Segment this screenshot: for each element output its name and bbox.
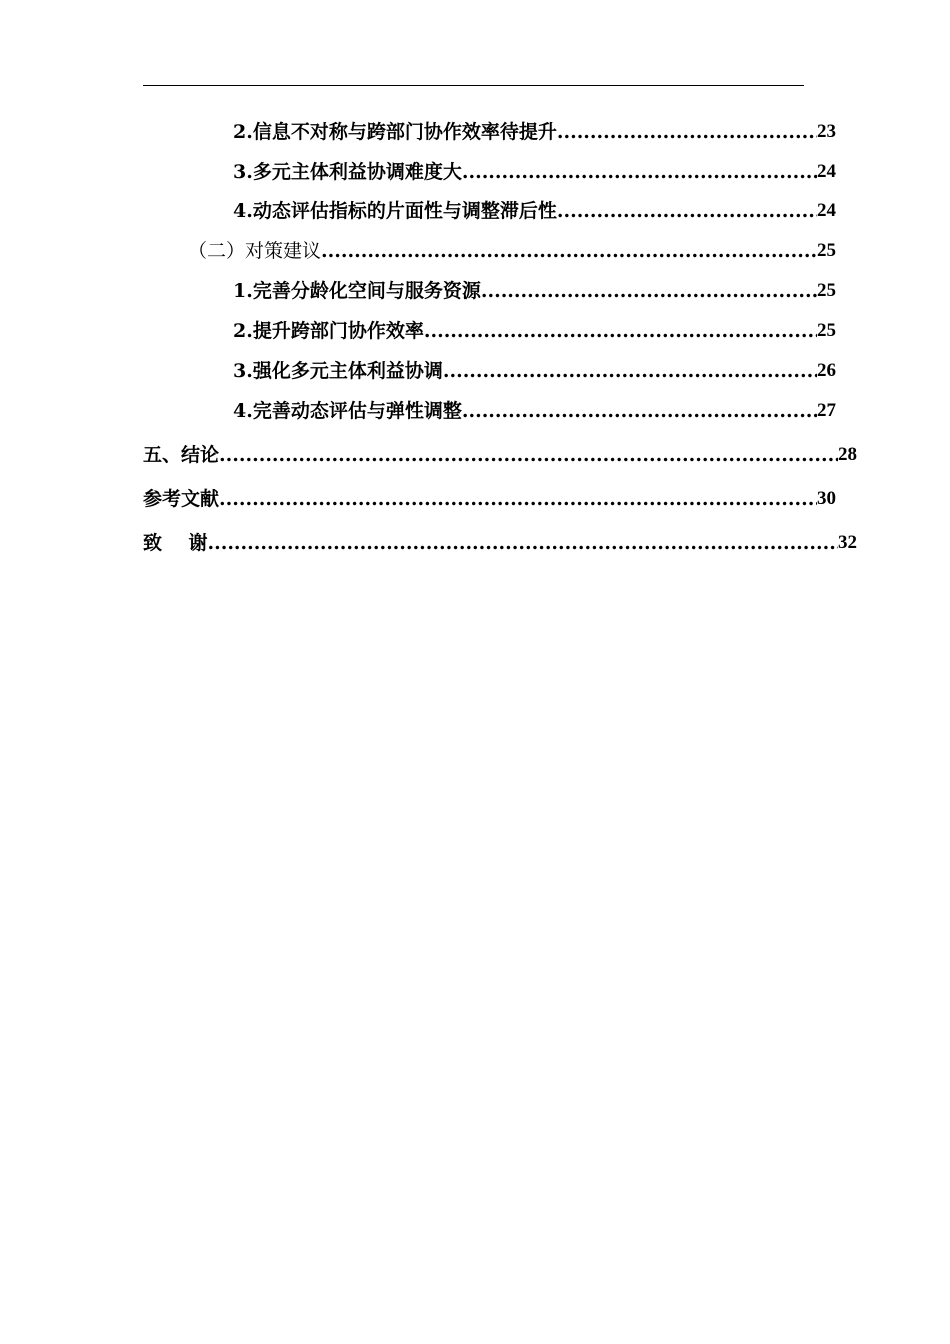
toc-dot-leader [321, 236, 817, 266]
toc-dot-leader [207, 528, 838, 558]
toc-page-number: 23 [817, 121, 836, 142]
toc-entry-label: 4.完善动态评估与弹性调整 [233, 400, 462, 422]
toc-page-number: 26 [817, 360, 836, 381]
toc-entry[interactable] [233, 396, 836, 426]
toc-entry[interactable] [233, 117, 836, 147]
toc-entry-label: 3.多元主体利益协调难度大 [233, 161, 462, 183]
toc-entry-label: 2.信息不对称与跨部门协作效率待提升 [233, 121, 557, 143]
toc-entry-label: （二）对策建议 [188, 240, 322, 262]
header-rule [143, 85, 804, 86]
toc-dot-leader [443, 356, 817, 386]
toc-entry-label: 五、结论 [143, 444, 220, 466]
toc-entry[interactable] [143, 440, 857, 470]
toc-entry-label: 2.提升跨部门协作效率 [233, 320, 424, 342]
toc-dot-leader [481, 276, 817, 306]
toc-dot-leader [219, 484, 817, 514]
toc-dot-leader [462, 396, 817, 426]
toc-dot-leader [219, 440, 838, 470]
toc-entry-label: 1.完善分龄化空间与服务资源 [233, 280, 481, 302]
toc-entry[interactable] [143, 484, 836, 514]
toc-page-number: 25 [817, 240, 836, 261]
toc-entry[interactable] [233, 276, 836, 306]
toc-entry[interactable] [233, 316, 836, 346]
toc-dot-leader [424, 316, 817, 346]
toc-dot-leader [557, 196, 817, 226]
toc-entry[interactable] [233, 157, 836, 187]
toc-entry[interactable] [233, 356, 836, 386]
toc-dot-leader [557, 117, 817, 147]
toc-page-number: 24 [817, 161, 836, 182]
toc-entry-label: 4.动态评估指标的片面性与调整滞后性 [233, 200, 557, 222]
toc-dot-leader [462, 157, 817, 187]
toc-entry[interactable] [233, 196, 836, 226]
toc-page-number: 24 [817, 200, 836, 221]
toc-entry-label: 致 谢 [143, 532, 208, 554]
toc-entry[interactable] [188, 236, 836, 266]
toc-page-number: 27 [817, 400, 836, 421]
toc-page-number: 25 [817, 280, 836, 301]
toc-entry[interactable] [143, 528, 857, 558]
toc-page-number: 30 [817, 488, 836, 509]
toc-entry-label: 参考文献 [143, 488, 220, 510]
toc-page-number: 32 [838, 532, 857, 553]
toc-entry-label: 3.强化多元主体利益协调 [233, 360, 443, 382]
toc-page-number: 25 [817, 320, 836, 341]
toc-page-number: 28 [838, 444, 857, 465]
